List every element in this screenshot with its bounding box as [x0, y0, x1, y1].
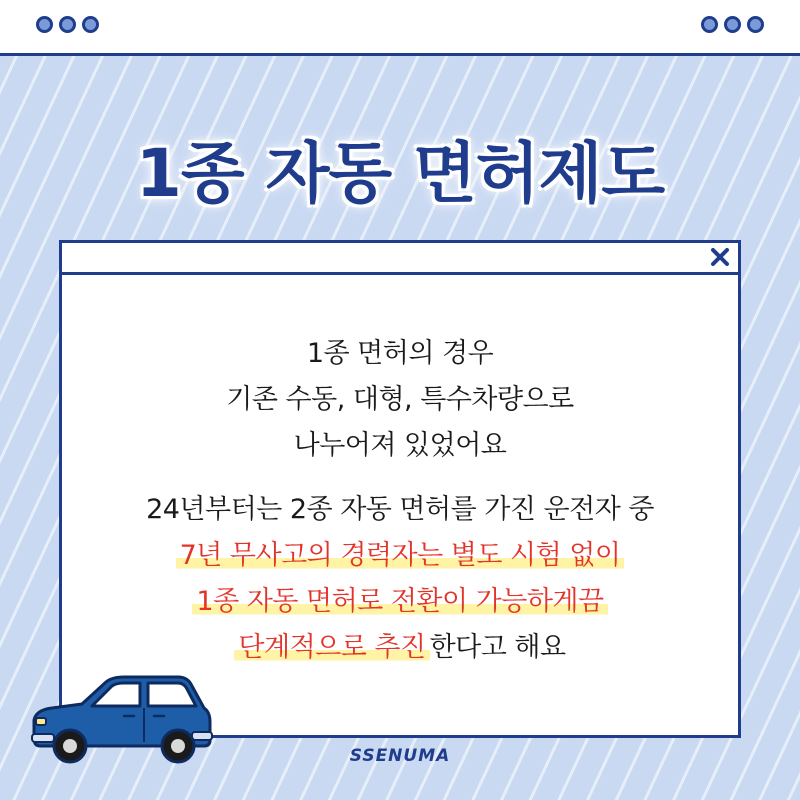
content-window	[59, 240, 741, 738]
window-dots-right	[701, 16, 764, 33]
window-title-bar	[62, 243, 738, 275]
body-text-line: 나누어져 있었어요	[293, 430, 507, 461]
closing-line	[62, 625, 738, 671]
dot-icon	[701, 16, 718, 33]
highlight-text: 7년 무사고의 경력자는 별도 시험 없이	[176, 540, 625, 571]
dot-icon	[59, 16, 76, 33]
close-icon[interactable]	[710, 247, 730, 267]
body-text-line: 기존 수동, 대형, 특수차량으로	[226, 384, 574, 415]
highlighted-line	[62, 579, 738, 625]
closing-text: 한다고 해요	[429, 632, 566, 663]
highlight-text: 1종 자동 면허로 전환이 가능하게끔	[192, 586, 607, 617]
body-text-line: 24년부터는 2종 자동 면허를 가진 운전자 중	[146, 494, 654, 525]
brand-logo: SSENUMA	[349, 746, 451, 766]
dot-icon	[82, 16, 99, 33]
window-content	[62, 331, 738, 671]
dot-icon	[747, 16, 764, 33]
dot-icon	[36, 16, 53, 33]
top-bar	[0, 0, 800, 56]
page-title: 1종 자동 면허제도	[135, 135, 665, 212]
highlighted-line	[62, 533, 738, 579]
window-dots-left	[36, 16, 99, 33]
dot-icon	[724, 16, 741, 33]
highlight-text: 단계적으로 추진	[234, 632, 429, 663]
body-text-line: 1종 면허의 경우	[306, 338, 494, 369]
